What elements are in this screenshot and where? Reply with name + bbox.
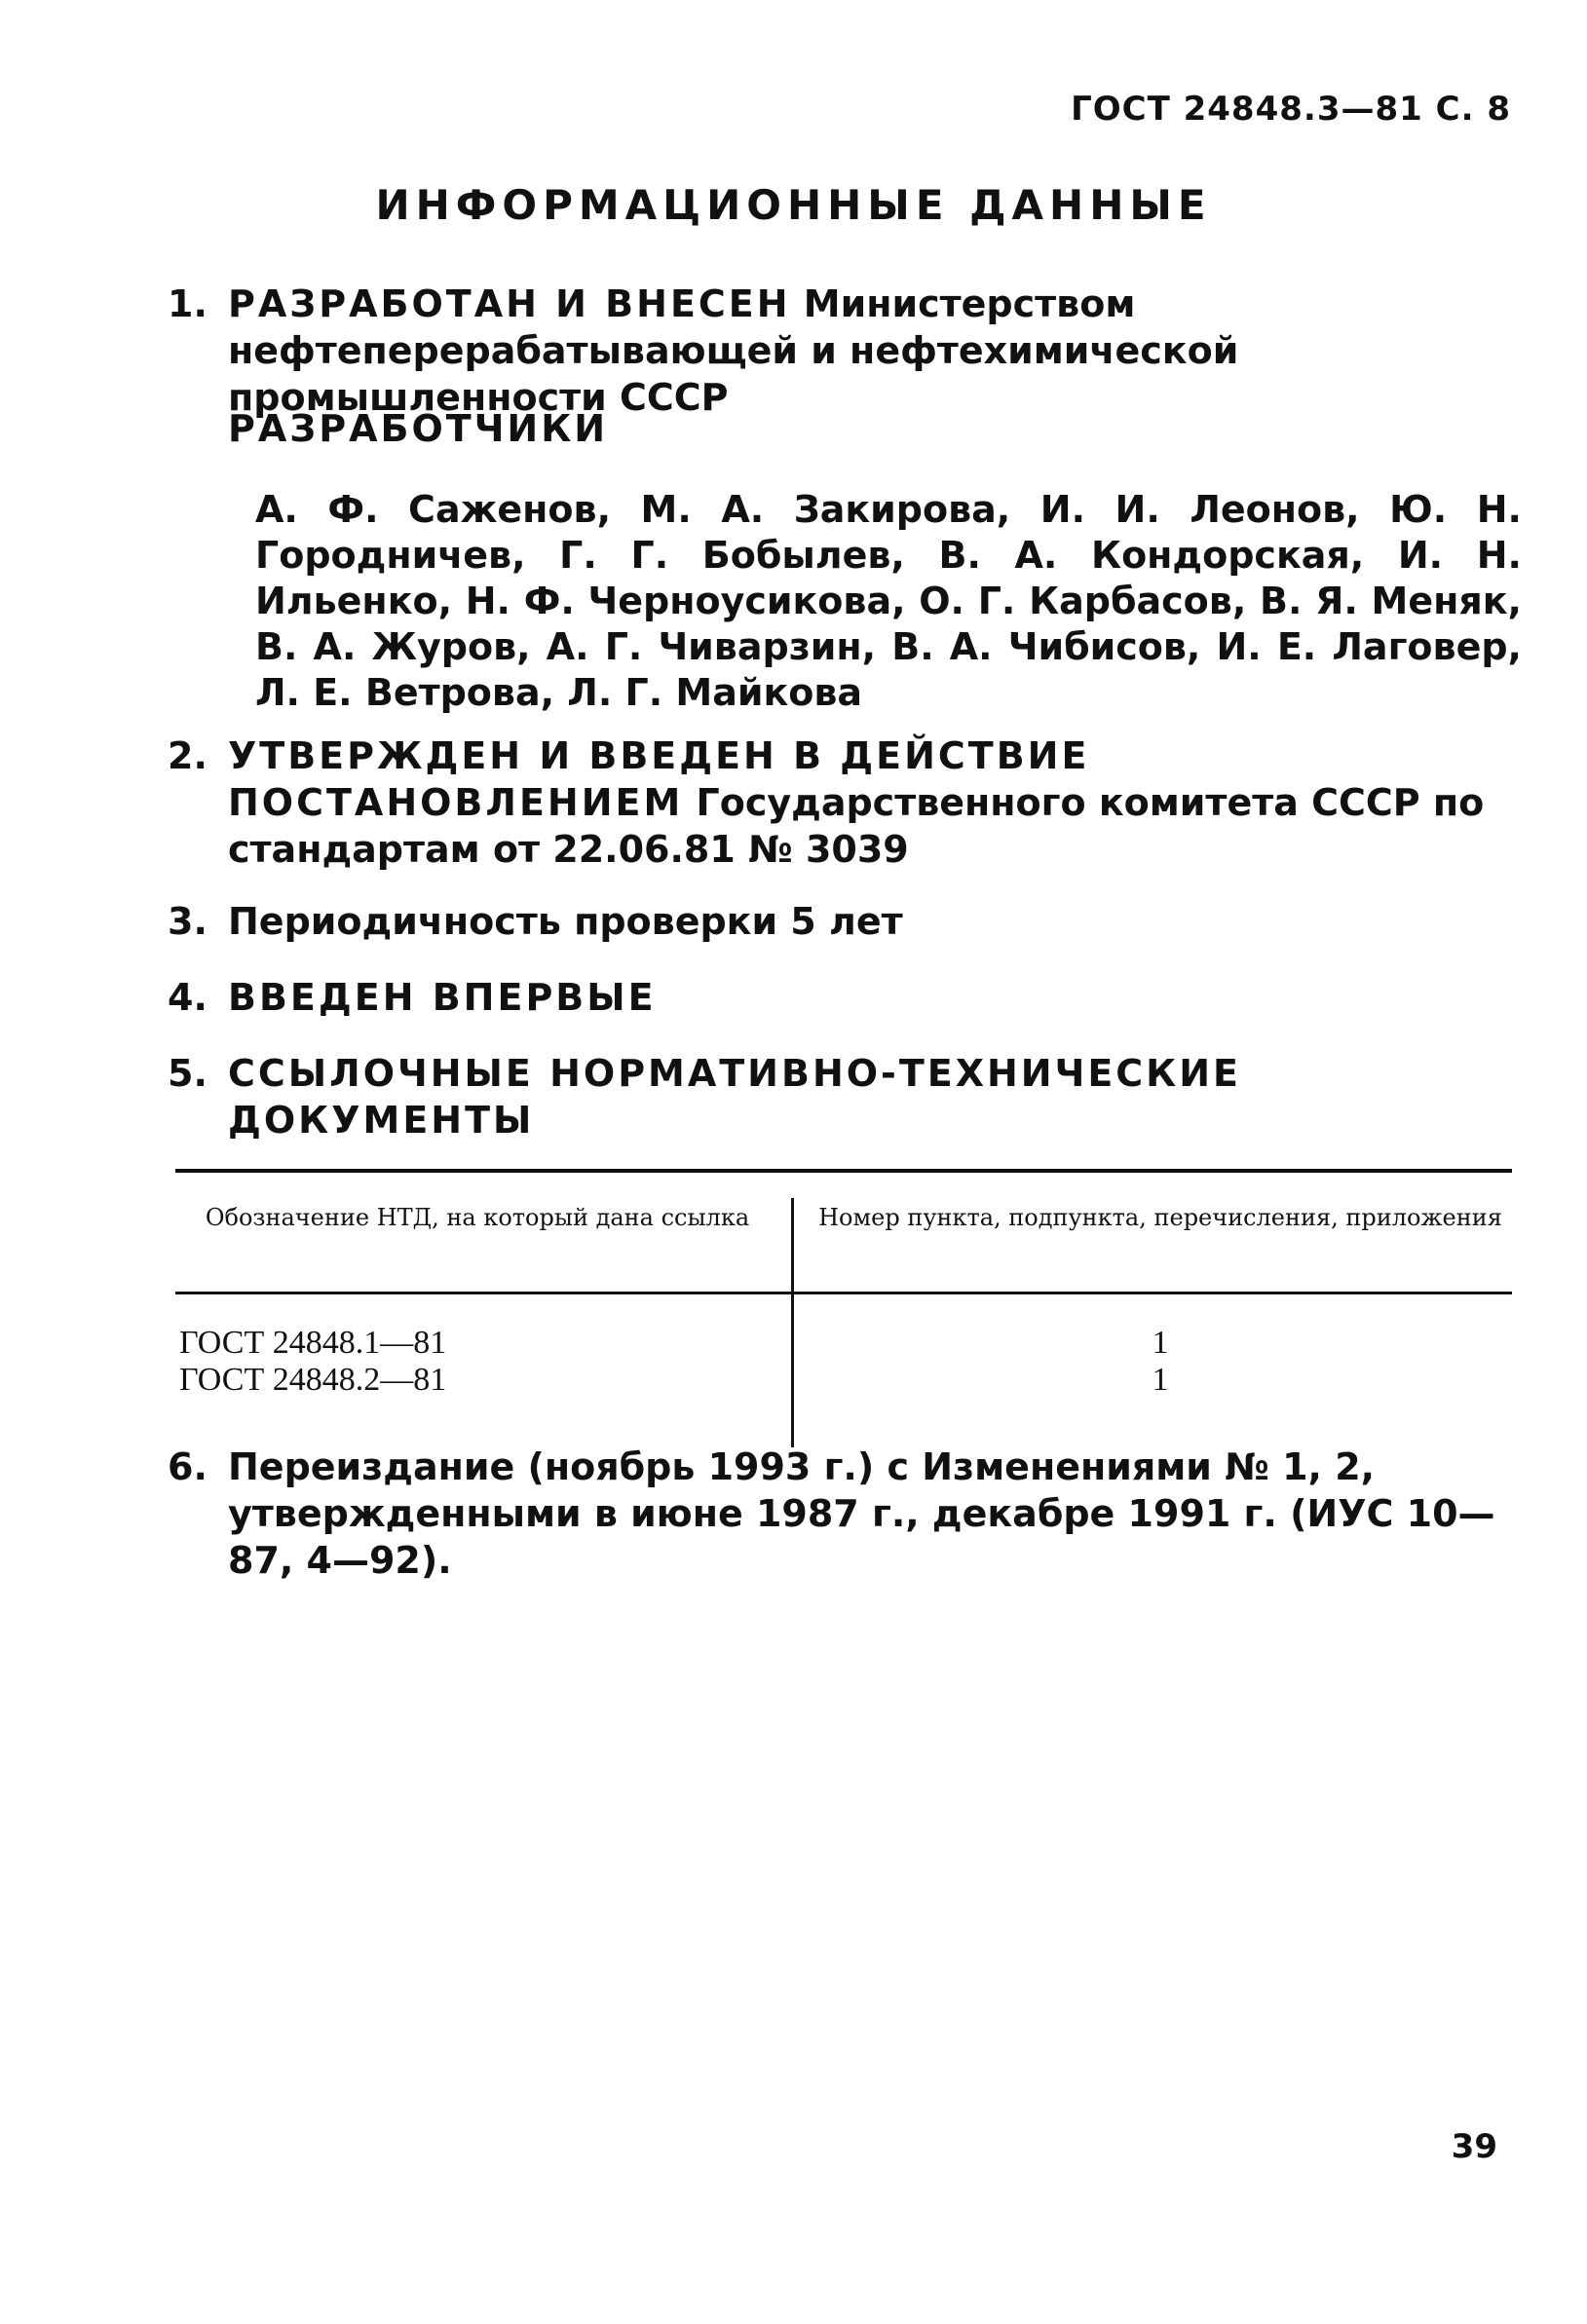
running-head: ГОСТ 24848.3—81 С. 8 — [1071, 90, 1511, 129]
item-text: Переиздание (ноябрь 1993 г.) с Изменениями № 1, 2, утвержденными в июне 1987 г., декабре 1991 г. (ИУС 10—87, 4—92). — [228, 1445, 1495, 1582]
table-header-doc: Обозначение НТД, на который дана ссылка — [205, 1204, 750, 1231]
table-row-clause: 1 — [1152, 1325, 1169, 1361]
table-clause-column — [809, 1325, 1512, 1399]
page-title: ИНФОРМАЦИОННЫЕ ДАННЫЕ — [375, 181, 1212, 229]
item-lead: ССЫЛОЧНЫЕ НОРМАТИВНО-ТЕХНИЧЕСКИЕ ДОКУМЕНТЫ — [228, 1052, 1241, 1142]
item-lead: РАЗРАБОТАН И ВНЕСЕН — [228, 282, 791, 325]
table-column-divider — [791, 1198, 794, 1447]
item-lead: ВВЕДЕН ВПЕРВЫЕ — [228, 976, 657, 1019]
item-number: 4. — [168, 976, 208, 1019]
item-text: Государственного комитета СССР по стандартам от 22.06.81 № 3039 — [228, 781, 1485, 871]
table-doc-column — [179, 1325, 446, 1399]
table-row-doc: ГОСТ 24848.1—81 — [179, 1325, 447, 1361]
item-number: 3. — [168, 900, 208, 943]
item-text: Министерством нефтеперерабатывающей и нефтехимической промышленности СССР — [228, 282, 1239, 419]
list-item-2 — [168, 732, 1522, 873]
item-number: 6. — [168, 1445, 208, 1488]
list-item-5 — [168, 1050, 1522, 1143]
developers-heading: РАЗРАБОТЧИКИ — [228, 407, 609, 450]
developers-list: А. Ф. Саженов, М. А. Закирова, И. И. Леонов, Ю. Н. Городничев, Г. Г. Бобылев, В. А. Кондорская, И. Н. Ильенко, Н. Ф. Черноусикова, О. Г. Карбасов, В. Я. Меняк, В. А. Журов, А. Г. Чиварзин, В. А. Чибисов, И. Е. Лаговер, Л. Е. Ветрова, Л. Г. Майкова — [255, 488, 1522, 714]
item-text: Периодичность проверки 5 лет — [228, 900, 903, 943]
table-row-clause: 1 — [1152, 1362, 1169, 1398]
list-item-3 — [168, 898, 1522, 945]
list-item-4 — [168, 974, 1522, 1021]
table-row-doc: ГОСТ 24848.2—81 — [179, 1362, 447, 1398]
page-number: 39 — [1451, 2127, 1497, 2166]
item-lead: УТВЕРЖДЕН И ВВЕДЕН В ДЕЙСТВИЕ ПОСТАНОВЛЕНИЕМ — [228, 734, 1090, 824]
item-number: 2. — [168, 734, 208, 777]
item-number: 1. — [168, 282, 208, 325]
table-header-rule — [175, 1292, 1512, 1294]
item-number: 5. — [168, 1052, 208, 1095]
reference-table — [175, 1169, 1512, 1461]
table-header-clause: Номер пункта, подпункта, перечисления, приложения — [818, 1204, 1502, 1231]
list-item-6 — [168, 1443, 1522, 1584]
list-item-1 — [168, 281, 1522, 421]
table-top-rule — [175, 1169, 1512, 1173]
